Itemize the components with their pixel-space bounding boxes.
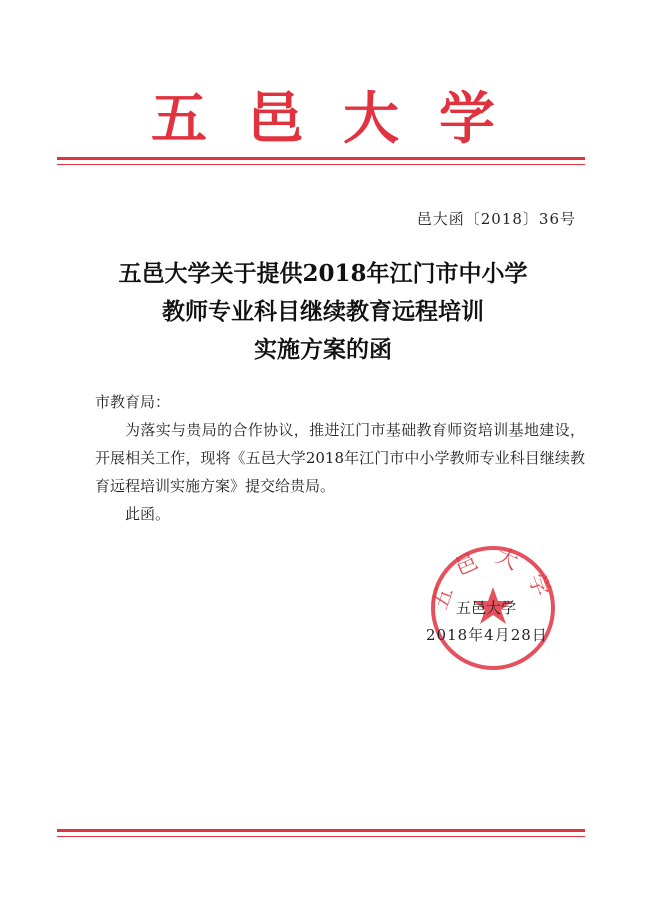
document-number: 邑大函〔2018〕36号 (416, 210, 576, 228)
document-body (95, 388, 585, 528)
footer-rule-thin (57, 836, 585, 837)
letterhead-rule-thin (57, 164, 585, 165)
letterhead-rule-thick (57, 157, 585, 160)
document-title (0, 255, 646, 369)
seal-text: 五邑大学 (428, 543, 558, 614)
title-line-2: 教师专业科目继续教育远程培训 (162, 298, 484, 325)
letterhead-title: 五邑大学 (151, 86, 535, 152)
body-paragraph: 为落实与贵局的合作协议，推进江门市基础教育师资培训基地建设，开展相关工作，现将《五邑大学2018年江门市中小学教师专业科目继续教育远程培训实施方案》提交给贵局。 (95, 421, 585, 495)
title-line-3: 实施方案的函 (254, 336, 392, 363)
salutation: 市教育局： (95, 393, 171, 411)
signature-org: 五邑大学 (456, 599, 517, 617)
footer-rule-thick (57, 829, 585, 832)
closing-line: 此函。 (125, 505, 171, 523)
title-line-1: 五邑大学关于提供2018年江门市中小学 (118, 260, 528, 287)
signature-date: 2018年4月28日 (426, 626, 548, 644)
